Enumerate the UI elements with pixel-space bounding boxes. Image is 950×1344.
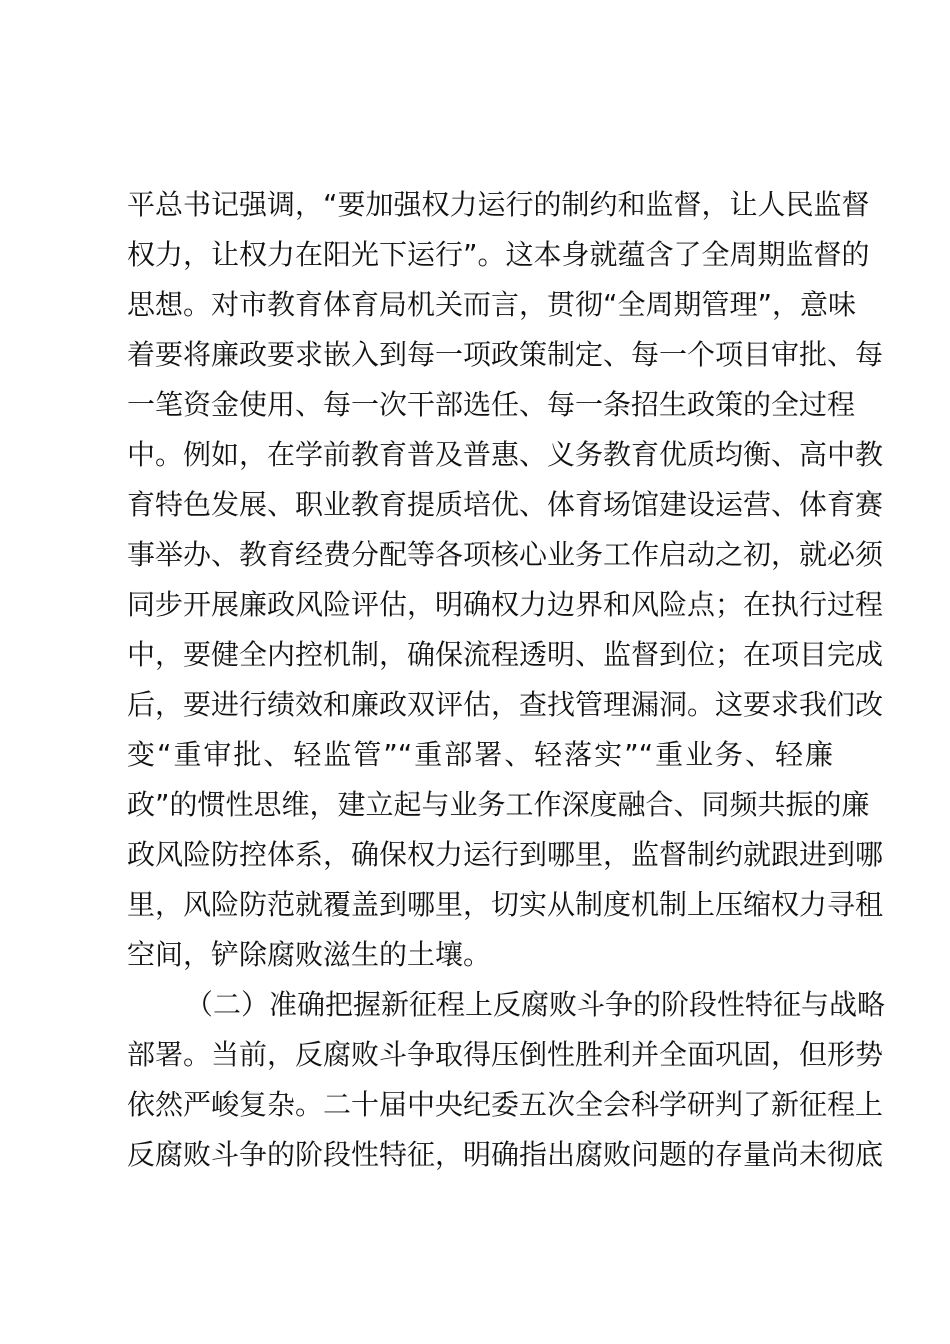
document-page — [127, 183, 886, 1183]
text-line: 一笔资金使用、每一次干部选任、每一条招生政策的全过程 — [127, 388, 856, 421]
text-line: 中，要健全内控机制，确保流程透明、监督到位；在项目完成 — [127, 638, 884, 671]
text-line: 政风险防控体系，确保权力运行到哪里，监督制约就跟进到哪 — [127, 838, 884, 871]
text-line: 思想。对市教育体育局机关而言，贯彻“全周期管理”，意味 — [127, 288, 857, 321]
section-heading-line: （二）准确把握新征程上反腐败斗争的阶段性特征与战略 — [185, 988, 886, 1021]
text-line: 着要将廉政要求嵌入到每一项政策制定、每一个项目审批、每 — [127, 338, 884, 371]
text-line: 里，风险防范就覆盖到哪里，切实从制度机制上压缩权力寻租 — [127, 888, 884, 921]
text-line: 依然严峻复杂。二十届中央纪委五次全会科学研判了新征程上 — [127, 1088, 884, 1121]
text-line: 反腐败斗争的阶段性特征，明确指出腐败问题的存量尚未彻底 — [127, 1138, 884, 1171]
text-line: 平总书记强调，“要加强权力运行的制约和监督，让人民监督 — [127, 188, 870, 221]
text-line: 同步开展廉政风险评估，明确权力边界和风险点；在执行过程 — [127, 588, 884, 621]
text-line: 育特色发展、职业教育提质培优、体育场馆建设运营、体育赛 — [127, 488, 884, 521]
text-line: 变“重审批、轻监管”“重部署、轻落实”“重业务、轻廉 — [127, 738, 833, 771]
text-line: 政”的惯性思维，建立起与业务工作深度融合、同频共振的廉 — [127, 788, 870, 821]
text-line: 部署。当前，反腐败斗争取得压倒性胜利并全面巩固，但形势 — [127, 1038, 884, 1071]
paragraph-2 — [127, 983, 886, 1183]
text-line: 空间，铲除腐败滋生的土壤。 — [127, 938, 492, 971]
text-line: 后，要进行绩效和廉政双评估，查找管理漏洞。这要求我们改 — [127, 688, 884, 721]
text-line: 权力，让权力在阳光下运行”。这本身就蕴含了全周期监督的 — [127, 238, 870, 271]
paragraph-1 — [127, 183, 884, 983]
text-line: 事举办、教育经费分配等各项核心业务工作启动之初，就必须 — [127, 538, 884, 571]
text-line: 中。例如，在学前教育普及普惠、义务教育优质均衡、高中教 — [127, 438, 884, 471]
